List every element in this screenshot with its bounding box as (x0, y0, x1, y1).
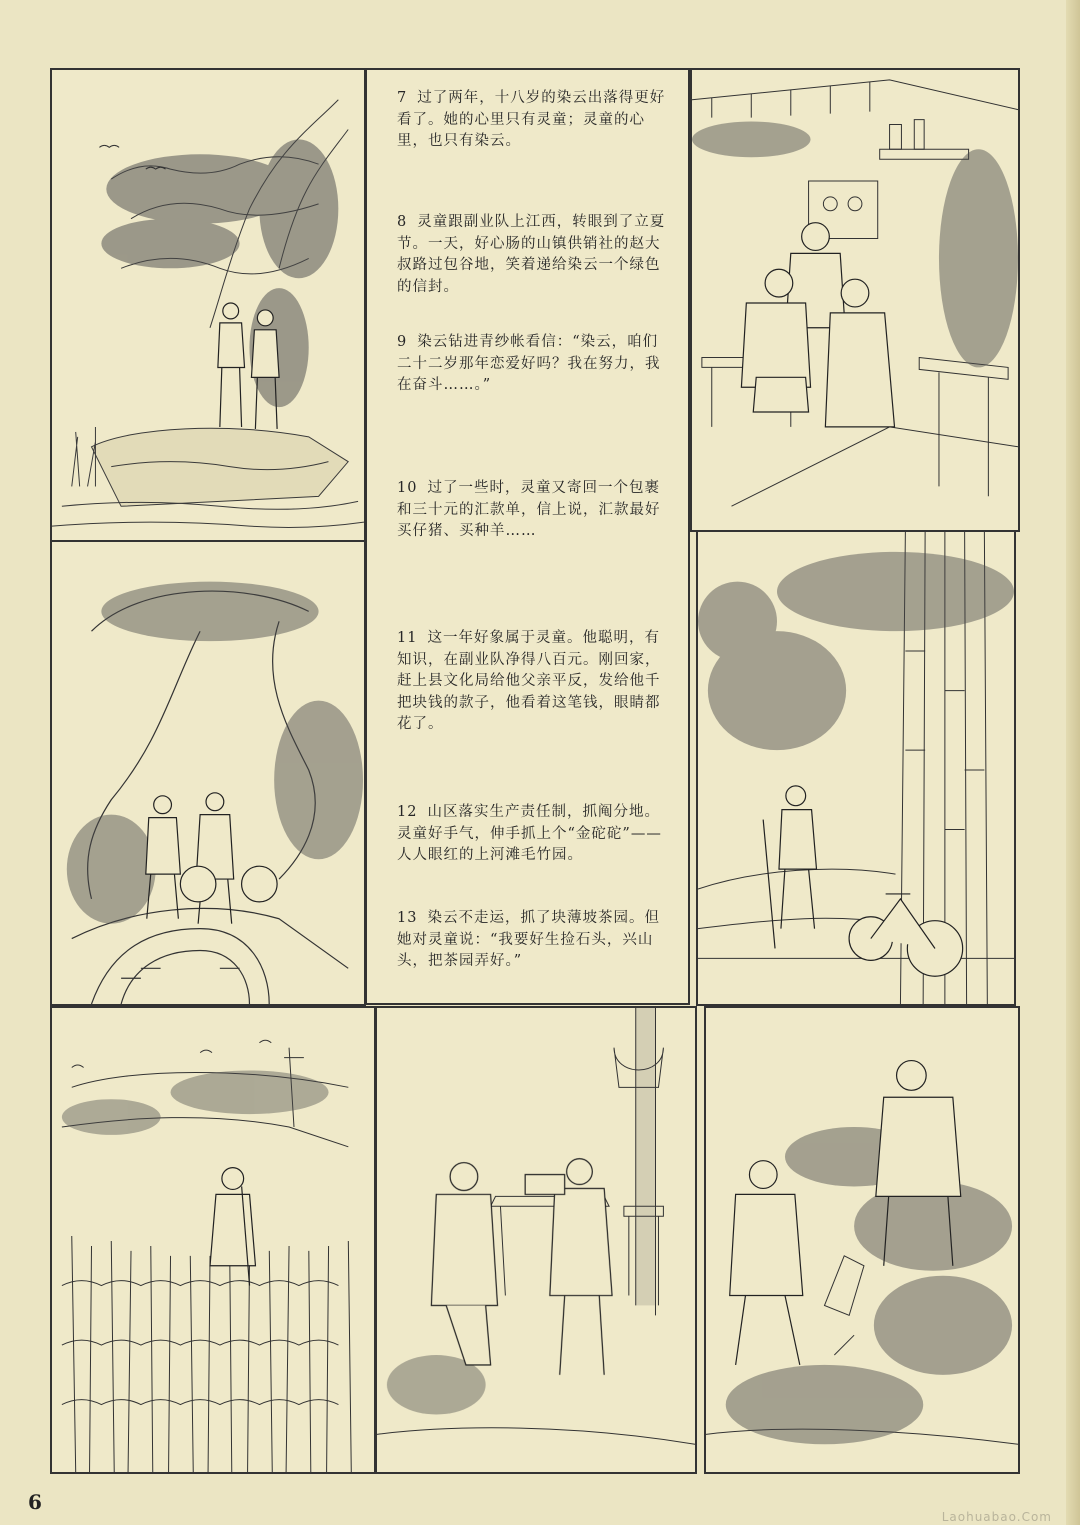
caption-9: 9 染云钻进青纱帐看信：“染云，咱们二十二岁那年恋爱好吗？我在努力，我在奋斗……。” (397, 334, 661, 393)
page-number: 6 (28, 1490, 42, 1514)
ink-illustration (52, 70, 364, 540)
panel-tea-garden (704, 1006, 1020, 1474)
ink-illustration (692, 70, 1018, 530)
panel-reading-letter (375, 1006, 697, 1474)
caption-13: 13 染云不走运，抓了块薄坡茶园。但她对灵童说：“我要好生捡石头，兴山头，把茶园弄好。” (397, 910, 660, 969)
caption-12: 12 山区落实生产责任制，抓阄分地。灵童好手气，伸手抓上个“金砣砣”——人人眼红的上河滩毛竹园。 (397, 804, 662, 863)
panel-couple-on-rock (50, 68, 366, 542)
ink-illustration (52, 1008, 374, 1472)
panel-corn-field (50, 1006, 376, 1474)
page-edge (1066, 0, 1080, 1525)
caption-column (365, 68, 690, 1005)
ink-illustration (377, 1008, 695, 1472)
panel-family-interior (690, 68, 1020, 532)
ink-illustration (698, 532, 1014, 1004)
panel-bridge-tree (50, 540, 366, 1006)
caption-7: 7 过了两年，十八岁的染云出落得更好看了。她的心里只有灵童；灵童的心里，也只有染云。 (397, 90, 666, 149)
ink-illustration (52, 542, 364, 1004)
caption-10: 10 过了一些时，灵童又寄回一个包裹和三十元的汇款单，信上说，汇款最好买仔猪、买种羊…… (397, 480, 661, 539)
caption-11: 11 这一年好象属于灵童。他聪明，有知识，在副业队净得八百元。刚回家，赶上县文化局给他父亲平反，发给他千把块钱的款子，他看着这笔钱，眼睛都花了。 (397, 630, 661, 732)
watermark: Laohuabao.Com (941, 1510, 1052, 1524)
ink-illustration (706, 1008, 1018, 1472)
caption-8: 8 灵童跟副业队上江西，转眼到了立夏节。一天，好心肠的山镇供销社的赵大叔路过包谷地，笑着递给染云一个绿色的信封。 (397, 214, 666, 295)
panel-bamboo-grove (696, 530, 1016, 1006)
